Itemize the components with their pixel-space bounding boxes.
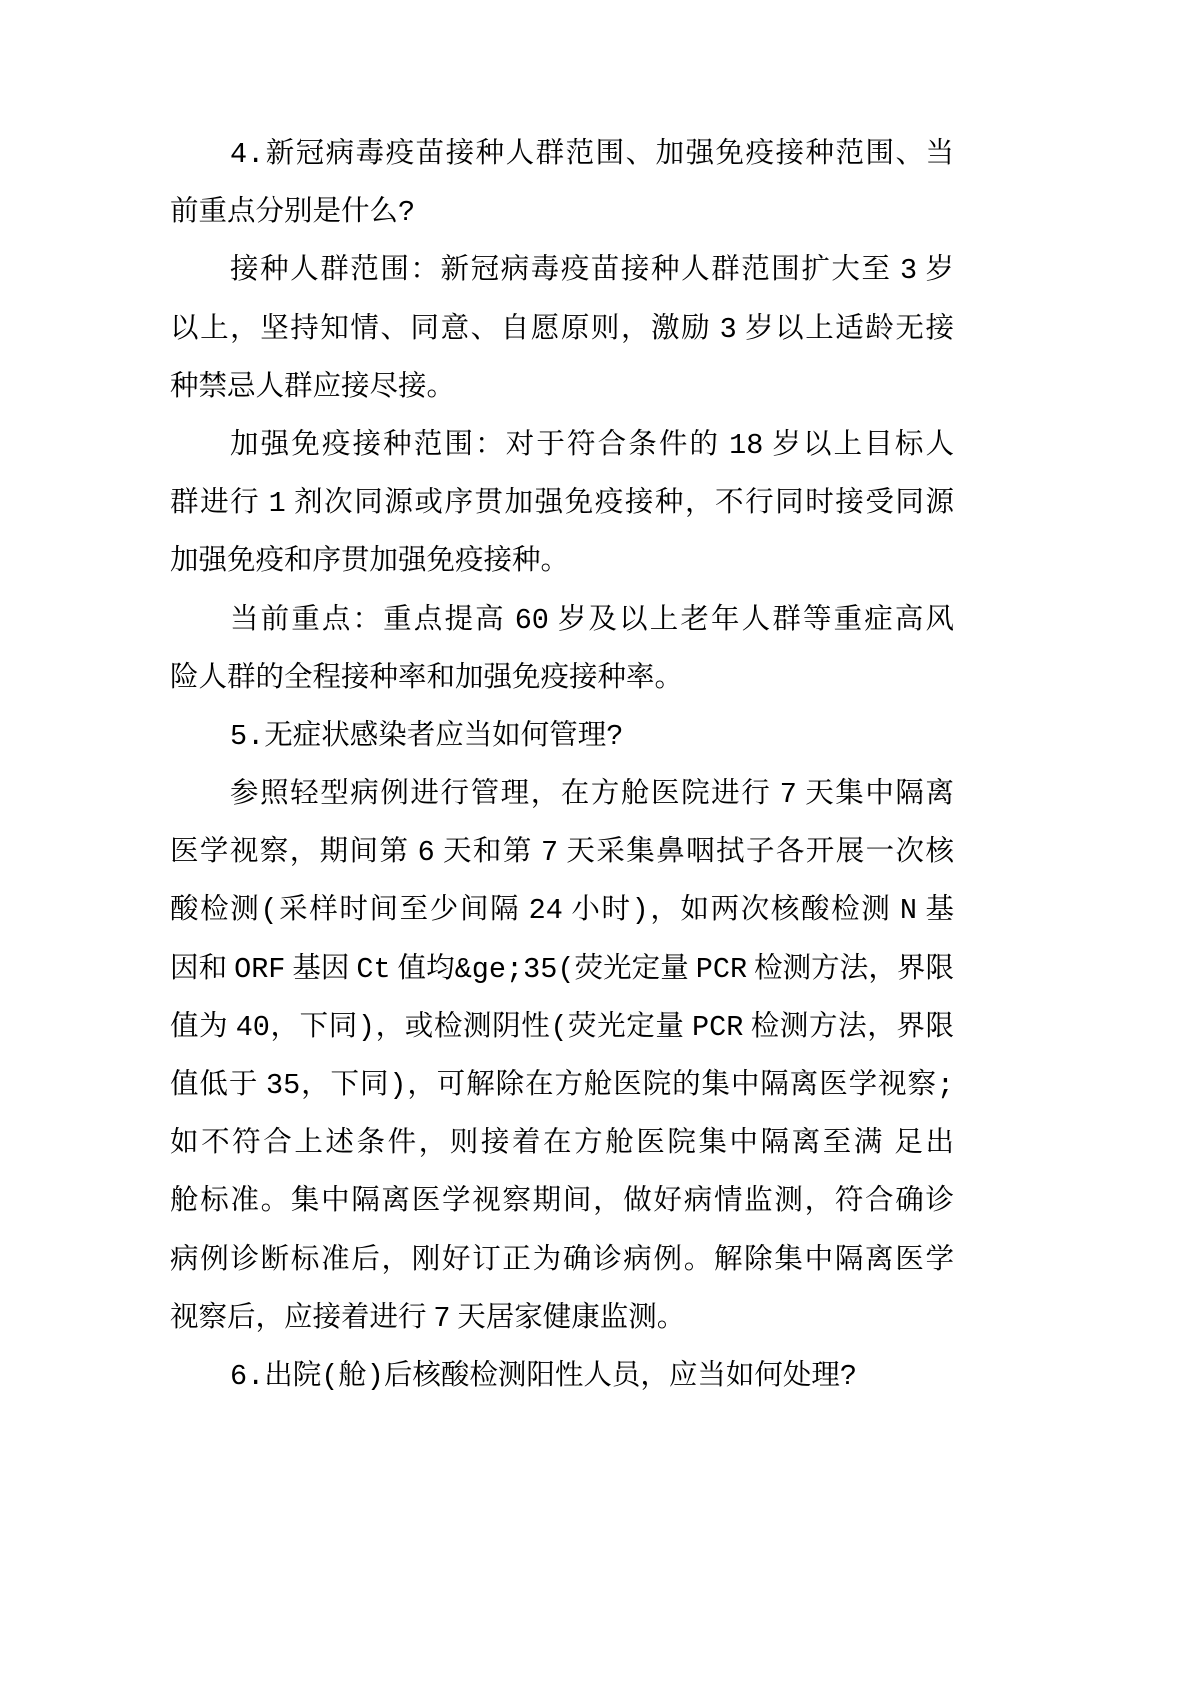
document-page [170,126,954,1406]
text-line: 医学视察，期间第 6 天和第 7 天采集鼻咽拭子各开展一次核 [170,836,954,870]
question-5-paragraph [170,708,954,766]
text-line: 参照轻型病例进行管理，在方舱医院进行 7 天集中隔离 [230,778,954,812]
text-line: 5.无症状感染者应当如何管理? [230,719,624,753]
text-line: 前重点分别是什么? [170,196,416,230]
text-line: 视察后，应接着进行 7 天居家健康监测。 [170,1301,686,1335]
text-line: 值低于 35，下同)，可解除在方舱医院的集中隔离医学视察; [170,1069,954,1102]
asymptomatic-management-paragraph [170,766,954,1348]
text-line: 群进行 1 剂次同源或序贯加强免疫接种，不行同时接受同源 [170,487,954,521]
vaccination-scope-paragraph [170,242,954,417]
question-4-paragraph [170,126,954,242]
text-line: 种禁忌人群应接尽接。 [170,370,456,404]
question-6-paragraph [170,1348,954,1406]
text-line: 值为 40，下同)，或检测阴性(荧光定量 PCR 检测方法，界限 [170,1010,954,1044]
booster-scope-paragraph [170,417,954,592]
text-line: 险人群的全程接种率和加强免疫接种率。 [170,661,684,695]
text-line: 4.新冠病毒疫苗接种人群范围、加强免疫接种范围、当 [230,138,954,171]
text-line: 因和 ORF 基因 Ct 值均&ge;35(荧光定量 PCR 检测方法，界限 [170,952,954,986]
text-line: 病例诊断标准后，刚好订正为确诊病例。解除集中隔离医学 [170,1243,954,1277]
text-line: 以上，坚持知情、同意、自愿原则，激励 3 岁以上适龄无接 [170,312,954,346]
text-line: 接种人群范围：新冠病毒疫苗接种人群范围扩大至 3 岁 [230,254,954,288]
current-priority-paragraph [170,592,954,708]
text-line: 加强免疫和序贯加强免疫接种。 [170,545,570,579]
text-line: 舱标准。集中隔离医学视察期间，做好病情监测，符合确诊 [170,1185,954,1219]
text-line: 酸检测(采样时间至少间隔 24 小时)，如两次核酸检测 N 基 [170,894,954,928]
text-line: 加强免疫接种范围：对于符合条件的 18 岁以上目标人 [230,428,954,462]
text-line: 如不符合上述条件，则接着在方舱医院集中隔离至满 足出 [170,1127,954,1161]
text-line: 6.出院(舱)后核酸检测阳性人员，应当如何处理? [230,1359,858,1393]
text-line: 当前重点：重点提高 60 岁及以上老年人群等重症高风 [230,603,954,637]
